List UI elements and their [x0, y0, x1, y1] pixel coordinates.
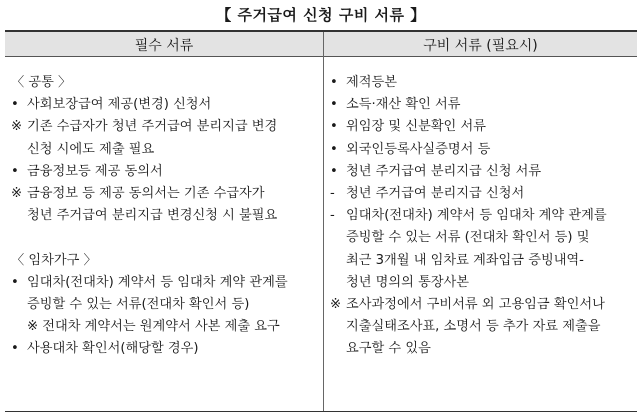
list-item: • 소득·재산 확인 서류	[330, 97, 461, 113]
list-item: ※ 기존 수급자가 청년 주거급여 분리지급 변경	[11, 119, 278, 135]
list-item: • 사용대차 확인서(해당할 경우)	[11, 341, 199, 357]
list-item: • 임대차(전대차) 계약서 등 임대차 계약 관계를	[11, 274, 288, 290]
required-documents-column	[11, 72, 319, 361]
list-item: 청년 주거급여 분리지급 변경신청 시 불필요	[27, 208, 278, 224]
list-item: 신청 시에도 제출 필요	[27, 141, 155, 157]
document-title: 【 주거급여 신청 구비 서류 】	[216, 6, 426, 24]
column-divider	[323, 32, 324, 411]
header-optional-documents: 구비 서류 (필요시)	[423, 38, 538, 54]
list-item: ※ 조사과정에서 구비서류 외 고용임금 확인서나	[330, 297, 605, 313]
list-item: 증빙할 수 있는 서류(전대차 확인서 등)	[27, 297, 250, 313]
list-item: 증빙할 수 있는 서류 (전대차 확인서 등) 및	[346, 230, 590, 246]
documents-table	[5, 30, 637, 412]
list-item: - 임대차(전대차) 계약서 등 임대차 계약 관계를	[330, 208, 607, 224]
list-item: ※ 전대차 계약서는 원계약서 사본 제출 요구	[27, 319, 280, 335]
list-item: 청년 명의의 통장사본	[346, 274, 470, 290]
list-item: ※ 금융정보 등 제공 동의서는 기존 수급자가	[11, 186, 265, 202]
optional-documents-column	[330, 72, 632, 361]
list-item: • 제적등본	[330, 75, 397, 90]
list-item: 최근 3개월 내 임차료 계좌입금 증빙내역-	[346, 252, 584, 268]
list-item: • 위임장 및 신분확인 서류	[330, 119, 486, 135]
list-item: • 청년 주거급여 분리지급 신청 서류	[330, 163, 542, 179]
section-header-common: 〈 공통 〉	[11, 75, 72, 90]
list-item: - 청년 주거급여 분리지급 신청서	[330, 186, 525, 202]
list-item: • 사회보장급여 제공(변경) 신청서	[11, 97, 212, 113]
header-required-documents: 필수 서류	[134, 38, 194, 54]
list-item: • 외국인등록사실증명서 등	[330, 141, 491, 157]
section-header-tenant: 〈 임차가구 〉	[11, 252, 97, 268]
table-header	[5, 32, 637, 57]
list-item: • 금융정보등 제공 동의서	[11, 163, 163, 179]
list-item: 지출실태조사표, 소명서 등 추가 자료 제출을	[346, 319, 601, 335]
list-item: 요구할 수 있음	[346, 341, 431, 357]
spacer	[11, 227, 319, 249]
